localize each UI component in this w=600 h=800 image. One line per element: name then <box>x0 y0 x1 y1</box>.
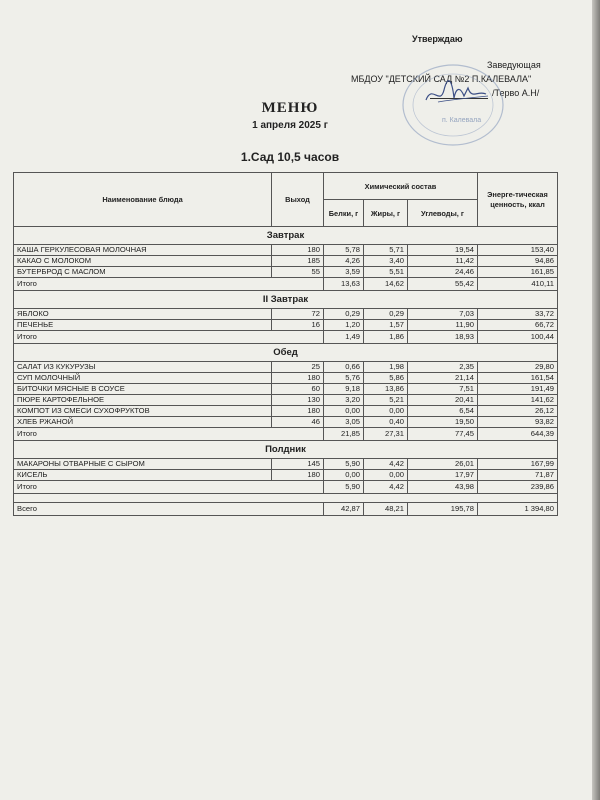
protein-value: 0,00 <box>324 406 364 417</box>
protein-value: 4,26 <box>324 256 364 267</box>
spacer-row <box>14 494 558 503</box>
energy-value: 33,72 <box>478 309 558 320</box>
header-dish: Наименование блюда <box>14 173 272 227</box>
energy-value: 66,72 <box>478 320 558 331</box>
dish-name: БУТЕРБРОД С МАСЛОМ <box>14 267 272 278</box>
section-title: II Завтрак <box>14 291 558 309</box>
portion-value: 180 <box>272 470 324 481</box>
fat-value: 13,86 <box>364 384 408 395</box>
protein-value: 5,78 <box>324 245 364 256</box>
protein-value: 0,29 <box>324 309 364 320</box>
total-label: Итого <box>14 428 324 441</box>
spacer-cell <box>14 494 558 503</box>
carbs-value: 24,46 <box>408 267 478 278</box>
menu-date: 1 апреля 2025 г <box>252 120 328 131</box>
portion-value: 185 <box>272 256 324 267</box>
total-energy: 100,44 <box>478 331 558 344</box>
protein-value: 0,66 <box>324 362 364 373</box>
energy-value: 141,62 <box>478 395 558 406</box>
table-row <box>14 470 558 481</box>
section-row <box>14 291 558 309</box>
section-title: Полдник <box>14 441 558 459</box>
total-row <box>14 481 558 494</box>
portion-value: 130 <box>272 395 324 406</box>
energy-value: 161,54 <box>478 373 558 384</box>
group-title: 1.Сад 10,5 часов <box>240 150 340 164</box>
total-label: Итого <box>14 481 324 494</box>
fat-value: 4,42 <box>364 459 408 470</box>
total-fat: 1,86 <box>364 331 408 344</box>
total-carbs: 43,98 <box>408 481 478 494</box>
fat-value: 0,29 <box>364 309 408 320</box>
dish-name: МАКАРОНЫ ОТВАРНЫЕ С СЫРОМ <box>14 459 272 470</box>
total-carbs: 18,93 <box>408 331 478 344</box>
fat-value: 0,00 <box>364 406 408 417</box>
grand-total-protein: 42,87 <box>324 503 364 516</box>
header-chem: Химический состав <box>324 173 478 200</box>
dish-name: КИСЕЛЬ <box>14 470 272 481</box>
position-label: Заведующая <box>487 60 541 70</box>
portion-value: 180 <box>272 245 324 256</box>
total-energy: 239,86 <box>478 481 558 494</box>
protein-value: 3,59 <box>324 267 364 278</box>
carbs-value: 20,41 <box>408 395 478 406</box>
table-row <box>14 395 558 406</box>
portion-value: 16 <box>272 320 324 331</box>
total-carbs: 55,42 <box>408 278 478 291</box>
section-row <box>14 441 558 459</box>
total-row <box>14 428 558 441</box>
dish-name: СУП МОЛОЧНЫЙ <box>14 373 272 384</box>
paper-edge <box>592 0 600 800</box>
dish-name: КОМПОТ ИЗ СМЕСИ СУХОФРУКТОВ <box>14 406 272 417</box>
portion-value: 60 <box>272 384 324 395</box>
fat-value: 0,40 <box>364 417 408 428</box>
protein-value: 1,20 <box>324 320 364 331</box>
table-row <box>14 320 558 331</box>
portion-value: 46 <box>272 417 324 428</box>
portion-value: 180 <box>272 406 324 417</box>
energy-value: 161,85 <box>478 267 558 278</box>
energy-value: 94,86 <box>478 256 558 267</box>
total-protein: 1,49 <box>324 331 364 344</box>
approve-label: Утверждаю <box>412 34 463 44</box>
table-row <box>14 245 558 256</box>
dish-name: ЯБЛОКО <box>14 309 272 320</box>
total-fat: 14,62 <box>364 278 408 291</box>
total-fat: 4,42 <box>364 481 408 494</box>
total-protein: 5,90 <box>324 481 364 494</box>
menu-title: МЕНЮ <box>261 100 319 116</box>
fat-value: 5,86 <box>364 373 408 384</box>
energy-value: 191,49 <box>478 384 558 395</box>
table-row <box>14 256 558 267</box>
table-row <box>14 384 558 395</box>
total-row <box>14 278 558 291</box>
grand-total-energy: 1 394,80 <box>478 503 558 516</box>
section-row <box>14 227 558 245</box>
carbs-value: 26,01 <box>408 459 478 470</box>
table-row <box>14 373 558 384</box>
total-fat: 27,31 <box>364 428 408 441</box>
table-row <box>14 309 558 320</box>
carbs-value: 2,35 <box>408 362 478 373</box>
protein-value: 3,05 <box>324 417 364 428</box>
table-row <box>14 406 558 417</box>
grand-total-label: Всего <box>14 503 324 516</box>
grand-total-carbs: 195,78 <box>408 503 478 516</box>
carbs-value: 11,42 <box>408 256 478 267</box>
fat-value: 5,71 <box>364 245 408 256</box>
fat-value: 5,51 <box>364 267 408 278</box>
total-energy: 644,39 <box>478 428 558 441</box>
dish-name: КАША ГЕРКУЛЕСОВАЯ МОЛОЧНАЯ <box>14 245 272 256</box>
stamp-text: п. Калевала <box>442 117 482 124</box>
total-row <box>14 331 558 344</box>
protein-value: 5,90 <box>324 459 364 470</box>
portion-value: 145 <box>272 459 324 470</box>
header-portion: Выход <box>272 173 324 227</box>
fat-value: 5,21 <box>364 395 408 406</box>
header-protein: Белки, г <box>324 200 364 227</box>
energy-value: 153,40 <box>478 245 558 256</box>
header-fat: Жиры, г <box>364 200 408 227</box>
menu-table <box>13 172 558 516</box>
section-title: Обед <box>14 344 558 362</box>
total-energy: 410,11 <box>478 278 558 291</box>
total-carbs: 77,45 <box>408 428 478 441</box>
table-row <box>14 417 558 428</box>
total-protein: 13,63 <box>324 278 364 291</box>
carbs-value: 11,90 <box>408 320 478 331</box>
table-row <box>14 362 558 373</box>
total-label: Итого <box>14 331 324 344</box>
menu-body <box>14 227 558 516</box>
energy-value: 167,99 <box>478 459 558 470</box>
portion-value: 180 <box>272 373 324 384</box>
energy-value: 93,82 <box>478 417 558 428</box>
organization-name: МБДОУ "ДЕТСКИЙ САД №2 П.КАЛЕВАЛА" <box>351 74 532 84</box>
table-row <box>14 459 558 470</box>
carbs-value: 21,14 <box>408 373 478 384</box>
energy-value: 71,87 <box>478 470 558 481</box>
fat-value: 1,98 <box>364 362 408 373</box>
header-carbs: Углеводы, г <box>408 200 478 227</box>
fat-value: 3,40 <box>364 256 408 267</box>
section-title: Завтрак <box>14 227 558 245</box>
energy-value: 26,12 <box>478 406 558 417</box>
protein-value: 9,18 <box>324 384 364 395</box>
dish-name: БИТОЧКИ МЯСНЫЕ В СОУСЕ <box>14 384 272 395</box>
carbs-value: 6,54 <box>408 406 478 417</box>
carbs-value: 7,03 <box>408 309 478 320</box>
portion-value: 55 <box>272 267 324 278</box>
protein-value: 3,20 <box>324 395 364 406</box>
carbs-value: 17,97 <box>408 470 478 481</box>
protein-value: 0,00 <box>324 470 364 481</box>
grand-total-fat: 48,21 <box>364 503 408 516</box>
dish-name: ХЛЕБ РЖАНОЙ <box>14 417 272 428</box>
energy-value: 29,80 <box>478 362 558 373</box>
portion-value: 25 <box>272 362 324 373</box>
signer-name: /Тервo А.Н/ <box>492 88 540 98</box>
table-row <box>14 267 558 278</box>
carbs-value: 19,54 <box>408 245 478 256</box>
carbs-value: 7,51 <box>408 384 478 395</box>
carbs-value: 19,50 <box>408 417 478 428</box>
dish-name: ПЕЧЕНЬЕ <box>14 320 272 331</box>
total-protein: 21,85 <box>324 428 364 441</box>
total-label: Итого <box>14 278 324 291</box>
dish-name: КАКАО С МОЛОКОМ <box>14 256 272 267</box>
fat-value: 0,00 <box>364 470 408 481</box>
fat-value: 1,57 <box>364 320 408 331</box>
grand-total-row <box>14 503 558 516</box>
portion-value: 72 <box>272 309 324 320</box>
header-energy: Энерге-тическая ценность, ккал <box>478 173 558 227</box>
dish-name: САЛАТ ИЗ КУКУРУЗЫ <box>14 362 272 373</box>
dish-name: ПЮРЕ КАРТОФЕЛЬНОЕ <box>14 395 272 406</box>
protein-value: 5,76 <box>324 373 364 384</box>
section-row <box>14 344 558 362</box>
